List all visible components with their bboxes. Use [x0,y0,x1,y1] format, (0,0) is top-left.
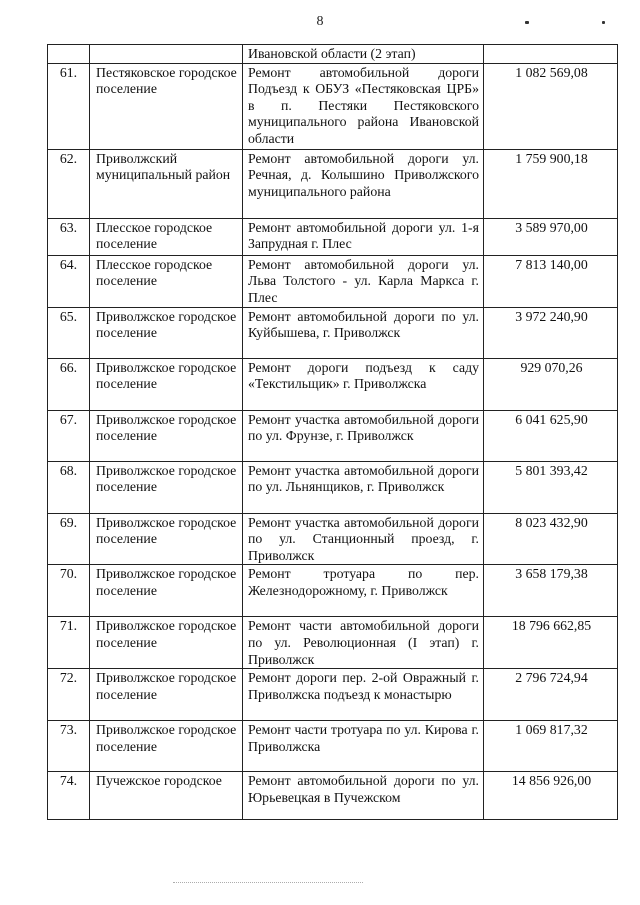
description-cell: Ремонт автомобильной дороги ул. Льва Толстого - ул. Карла Маркса г. Плес [243,255,484,307]
row-number: 67. [48,410,90,461]
row-number: 66. [48,358,90,410]
description-cell: Ремонт дороги подъезд к саду «Текстильщик» г. Приволжска [243,358,484,410]
row-number: 65. [48,307,90,358]
road-repair-table [47,44,618,820]
description-cell: Ремонт участка автомобильной дороги по ул. Фрунзе, г. Приволжск [243,410,484,461]
description-cell: Ремонт тротуара по пер. Железнодорожному, г. Приволжск [243,565,484,617]
amount-cell: 1 082 569,08 [484,63,618,149]
settlement-cell: Пестяковское городское поселение [90,63,243,149]
table-row [48,669,618,721]
amount-cell: 8 023 432,90 [484,513,618,565]
table-row [48,721,618,772]
table-row [48,461,618,513]
amount-cell: 6 041 625,90 [484,410,618,461]
description-cell: Ремонт участка автомобильной дороги по ул. Станционный проезд, г. Приволжск [243,513,484,565]
description-cell: Ремонт части тротуара по ул. Кирова г. Приволжска [243,721,484,772]
page-number: 8 [316,14,324,29]
settlement-cell: Приволжское городское поселение [90,617,243,669]
settlement-cell: Приволжское городское поселение [90,410,243,461]
settlement-cell [90,45,243,64]
table-row [48,255,618,307]
table-row [48,358,618,410]
row-number: 61. [48,63,90,149]
table-row [48,63,618,149]
row-number: 74. [48,772,90,820]
description-cell: Ремонт части автомобильной дороги по ул. Революционная (I этап) г. Приволжск [243,617,484,669]
settlement-cell: Приволжское городское поселение [90,565,243,617]
description-cell: Ремонт автомобильной дороги Подъезд к ОБУЗ «Пестяковская ЦРБ» в п. Пестяки Пестяковского муниципального района Ивановской области [243,63,484,149]
table-row [48,149,618,218]
row-number [48,45,90,64]
amount-cell: 5 801 393,42 [484,461,618,513]
amount-cell: 3 658 179,38 [484,565,618,617]
row-number: 73. [48,721,90,772]
settlement-cell: Приволжский муниципальный район [90,149,243,218]
table-row [48,410,618,461]
row-number: 64. [48,255,90,307]
table-row [48,617,618,669]
amount-cell: 14 856 926,00 [484,772,618,820]
row-number: 62. [48,149,90,218]
table-row [48,513,618,565]
settlement-cell: Плесское городское поселение [90,255,243,307]
row-number: 68. [48,461,90,513]
description-cell: Ремонт участка автомобильной дороги по ул. Льнянщиков, г. Приволжск [243,461,484,513]
description-cell: Ивановской области (2 этап) [243,45,484,64]
row-number: 69. [48,513,90,565]
amount-cell: 3 589 970,00 [484,218,618,255]
amount-cell: 18 796 662,85 [484,617,618,669]
settlement-cell: Плесское городское поселение [90,218,243,255]
amount-cell: 1 069 817,32 [484,721,618,772]
amount-cell: 2 796 724,94 [484,669,618,721]
description-cell: Ремонт автомобильной дороги по ул. Юрьевецкая в Пучежском [243,772,484,820]
row-number: 63. [48,218,90,255]
settlement-cell: Приволжское городское поселение [90,513,243,565]
amount-cell [484,45,618,64]
settlement-cell: Приволжское городское поселение [90,358,243,410]
table-row [48,565,618,617]
description-cell: Ремонт дороги пер. 2-ой Овражный г. Приволжска подъезд к монастырю [243,669,484,721]
settlement-cell: Приволжское городское поселение [90,669,243,721]
settlement-cell: Приволжское городское поселение [90,721,243,772]
scan-mark [602,21,605,24]
row-number: 72. [48,669,90,721]
table-row-continuation [48,45,618,64]
scan-artifact [173,882,363,884]
description-cell: Ремонт автомобильной дороги ул. Речная, д. Колышино Приволжского муниципального района [243,149,484,218]
scan-mark [525,21,529,24]
amount-cell: 929 070,26 [484,358,618,410]
amount-cell: 1 759 900,18 [484,149,618,218]
description-cell: Ремонт автомобильной дороги по ул. Куйбышева, г. Приволжск [243,307,484,358]
row-number: 71. [48,617,90,669]
table-row [48,307,618,358]
amount-cell: 3 972 240,90 [484,307,618,358]
amount-cell: 7 813 140,00 [484,255,618,307]
settlement-cell: Пучежское городское [90,772,243,820]
description-cell: Ремонт автомобильной дороги ул. 1-я Запрудная г. Плес [243,218,484,255]
table-row [48,772,618,820]
settlement-cell: Приволжское городское поселение [90,461,243,513]
settlement-cell: Приволжское городское поселение [90,307,243,358]
row-number: 70. [48,565,90,617]
table-row [48,218,618,255]
